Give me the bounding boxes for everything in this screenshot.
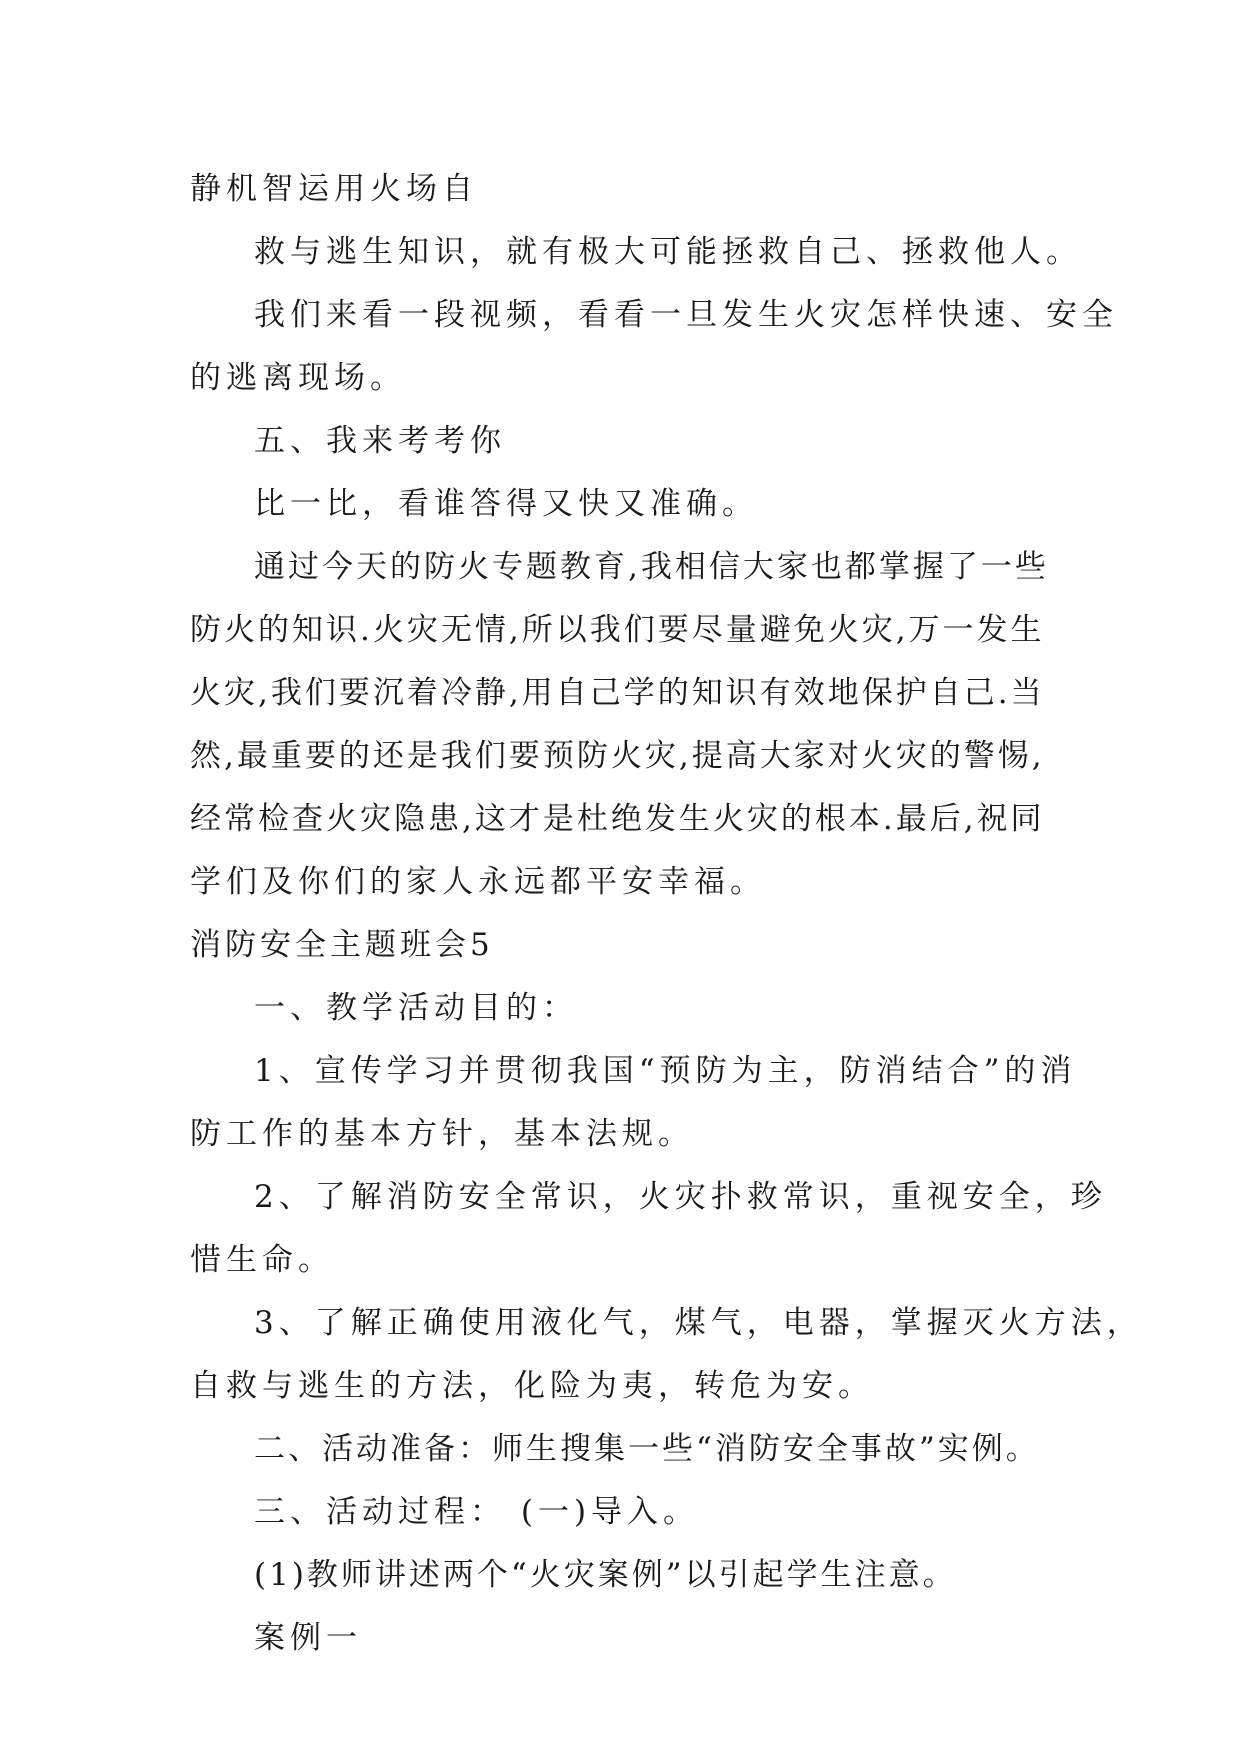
list-item: 1、宣传学习并贯彻我国“预防为主，防消结合”的消 xyxy=(254,1053,1077,1089)
text-line: (1)教师讲述两个“火灾案例”以引起学生注意。 xyxy=(254,1557,957,1593)
document-title: 消防安全主题班会5 xyxy=(190,927,494,963)
text-line: 然,最重要的还是我们要预防火灾,提高大家对火灾的警惕, xyxy=(190,738,1045,774)
section-heading: 一、教学活动目的： xyxy=(254,990,578,1026)
text-line: 静机智运用火场自 xyxy=(190,171,478,207)
text-line: 通过今天的防火专题教育,我相信大家也都掌握了一些 xyxy=(254,549,1049,585)
section-heading: 三、活动过程： (一)导入。 xyxy=(254,1494,700,1530)
text-line: 防工作的基本方针，基本法规。 xyxy=(190,1116,694,1152)
text-line: 比一比，看谁答得又快又准确。 xyxy=(254,486,758,522)
text-line: 火灾,我们要沉着冷静,用自己学的知识有效地保护自己.当 xyxy=(190,675,1045,711)
text-line: 救与逃生知识，就有极大可能拯救自己、拯救他人。 xyxy=(254,234,1082,270)
case-heading: 案例一 xyxy=(254,1620,362,1656)
text-line: 防火的知识.火灾无情,所以我们要尽量避免火灾,万一发生 xyxy=(190,612,1045,648)
list-item: 2、了解消防安全常识，火灾扑救常识，重视安全，珍 xyxy=(254,1179,1107,1215)
text-line: 学们及你们的家人永远都平安幸福。 xyxy=(190,864,766,900)
section-heading: 五、我来考考你 xyxy=(254,423,506,459)
section-heading: 二、活动准备：师生搜集一些“消防安全事故”实例。 xyxy=(254,1431,1040,1467)
text-line: 我们来看一段视频，看看一旦发生火灾怎样快速、安全 xyxy=(254,297,1118,333)
text-line: 自救与逃生的方法，化险为夷，转危为安。 xyxy=(190,1368,874,1404)
text-line: 经常检查火灾隐患,这才是杜绝发生火灾的根本.最后,祝同 xyxy=(190,801,1045,837)
text-line: 的逃离现场。 xyxy=(190,360,406,396)
document-body xyxy=(190,158,1143,1670)
text-line: 惜生命。 xyxy=(190,1242,334,1278)
list-item: 3、了解正确使用液化气，煤气，电器，掌握灭火方法， xyxy=(254,1305,1143,1341)
